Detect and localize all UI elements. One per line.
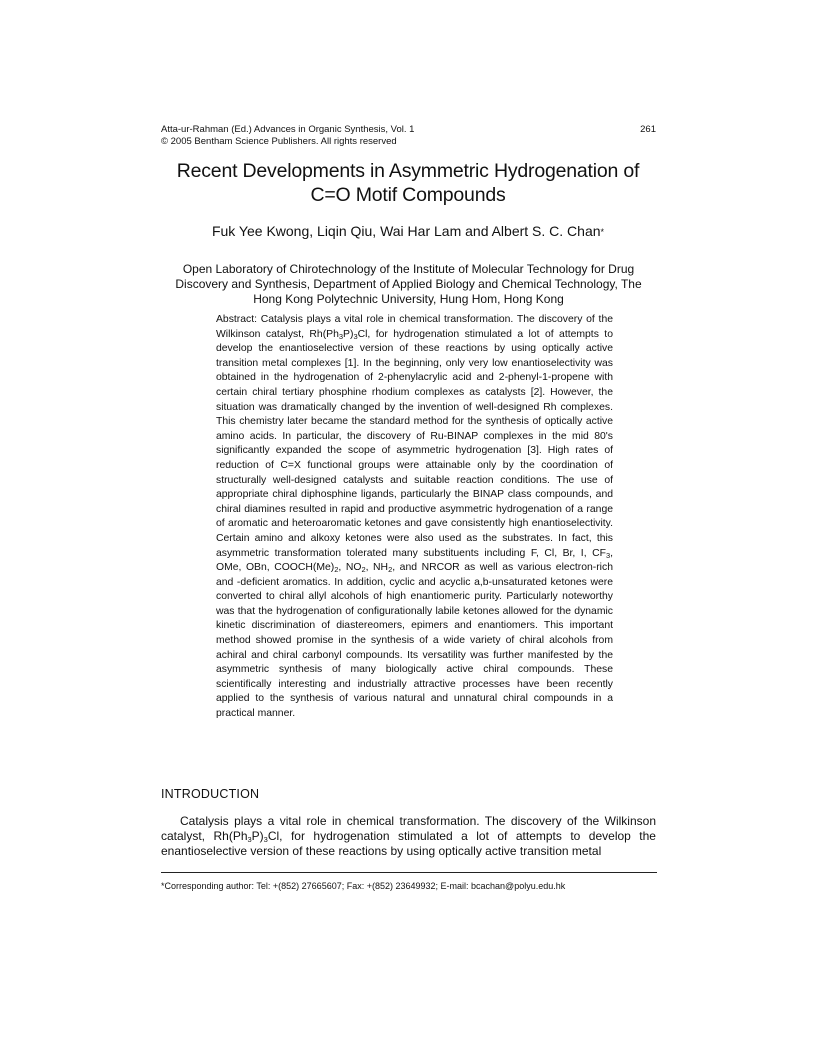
abstract-text: , OMe, OBn, COOCH(Me) bbox=[216, 547, 613, 574]
abstract-label: Abstract: bbox=[216, 314, 257, 325]
journal-citation bbox=[161, 124, 656, 148]
corresponding-marker: * bbox=[600, 227, 605, 237]
subscript: 2 bbox=[334, 565, 339, 575]
copyright-line: © 2005 Bentham Science Publishers. All rights reserved bbox=[161, 136, 397, 147]
abstract-text: P) bbox=[343, 328, 354, 340]
body-text: Catalysis plays a vital role in chemical transformation. The discovery of the Wilkinson catalyst, Rh(Ph bbox=[161, 814, 656, 843]
abstract-text: Catalysis plays a vital role in chemical transformation. The discovery of the Wilkinson catalyst, Rh(Ph bbox=[216, 314, 613, 340]
affiliation-line-3: Hong Kong Polytechnic University, Hung Hom, Hong Kong bbox=[253, 292, 564, 306]
title-line-1: Recent Developments in Asymmetric Hydrogenation of bbox=[176, 160, 640, 182]
subscript: 3 bbox=[247, 835, 252, 844]
abstract bbox=[216, 313, 613, 722]
abstract-text: , NO bbox=[338, 562, 362, 574]
subscript: 3 bbox=[338, 331, 344, 341]
journal-line: Atta-ur-Rahman (Ed.) Advances in Organic Synthesis, Vol. 1 bbox=[161, 124, 415, 135]
affiliation-line-2: Discovery and Synthesis, Department of Applied Biology and Chemical Technology, The bbox=[175, 277, 642, 291]
body-text: P) bbox=[251, 829, 264, 843]
paper-title bbox=[130, 159, 686, 207]
affiliation bbox=[161, 262, 656, 307]
corresponding-author-footnote: *Corresponding author: Tel: +(852) 27665607; Fax: +(852) 23649932; E-mail: bcachan@polyu.edu.hk bbox=[161, 881, 566, 891]
subscript: 2 bbox=[361, 565, 366, 575]
subscript: 2 bbox=[388, 565, 393, 575]
author-list bbox=[140, 222, 676, 241]
section-heading-introduction: INTRODUCTION bbox=[161, 787, 260, 801]
subscript: 3 bbox=[605, 550, 611, 560]
running-header bbox=[161, 124, 656, 148]
introduction-paragraph bbox=[161, 814, 656, 859]
title-line-2: C=O Motif Compounds bbox=[310, 184, 506, 206]
subscript: 3 bbox=[353, 331, 358, 341]
body-text: Cl, for hydrogenation stimulated a lot of attempts to develop the enantioselective version of these reactions by using optically active transition metal bbox=[161, 829, 656, 858]
footnote-rule bbox=[161, 872, 657, 873]
page-number: 261 bbox=[640, 124, 656, 135]
abstract-text: , NH bbox=[365, 562, 389, 574]
abstract-text: , and NRCOR as well as various electron-rich and -deficient aromatics. In addition, cyclic and acyclic a,b-unsaturated ketones were converted to chiral allyl alcohols of high enantiomeric purity. Particularly noteworthy was that the hydrogenation of configurationally labile ketones allowed for the dynamic kinetic discrimination of diastereomers, epimers and enantiomers. This important method showed promise in the synthesis of a wide variety of chiral alcohols from achiral and chiral carbonyl compounds. Its versatility was further manifested by the asymmetric synthesis of many biologically active chiral compounds. These scientifically interesting and industrially attractive processes have been recently applied to the synthesis of various natural and unnatural chiral compounds in a practical manner. bbox=[216, 562, 613, 720]
subscript: 3 bbox=[263, 835, 268, 844]
affiliation-line-1: Open Laboratory of Chirotechnology of the Institute of Molecular Technology for Drug bbox=[182, 262, 635, 276]
abstract-text: Cl, for hydrogenation stimulated a lot of attempts to develop the enantioselective version of these reactions by using optically active transition metal complexes [1]. In the beginning, only very low enantioselectivity was obtained in the hydrogenation of 2-phenylacrylic acid and 2-phenyl-1-propene with certain chiral tertiary phosphine rhodium complexes as catalysts [2]. However, the situation was dramatically changed by the invention of well-designed Rh complexes. This chemistry later became the standard method for the synthesis of optically active amino acids. In particular, the discovery of Ru-BINAP complexes in the mid 80's significantly expanded the scope of asymmetric hydrogenation [3]. High rates of reduction of C=X functional groups were attainable only by the coordination of structurally well-designed catalysts and suitable reaction conditions. The use of appropriate chiral diphosphine ligands, particularly the BINAP class compounds, and chiral diamines resulted in rapid and productive asymmetric hydrogenation of a range of aromatic and heteroaromatic ketones and gave consistently high enantioselectivity. Certain amino and alkoxy ketones were also used as the substrates. In fact, this asymmetric transformation tolerated many substituents including F, Cl, Br, I, CF bbox=[216, 328, 613, 559]
author-names: Fuk Yee Kwong, Liqin Qiu, Wai Har Lam and Albert S. C. Chan bbox=[211, 223, 601, 239]
